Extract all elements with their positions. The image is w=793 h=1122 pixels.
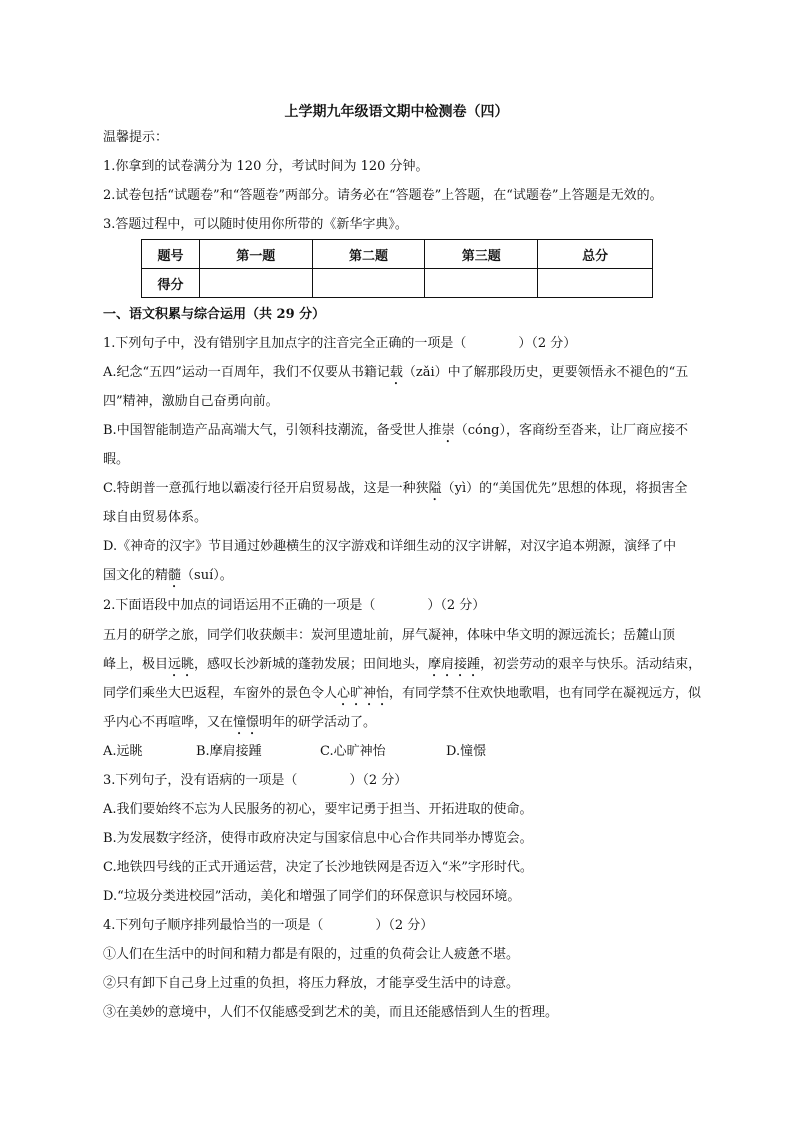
q3-stem: 3.下列句子，没有语病的一项是（ ）（2 分）	[103, 773, 408, 788]
dotted-word: 心旷神怡	[337, 686, 390, 701]
q3-option-c: C.地铁四号线的正式开通运营，决定了长沙地铁网是否迈入“米”字形时代。	[103, 860, 533, 875]
tip-item-1: 1.你拿到的试卷满分为 120 分，考试时间为 120 分钟。	[103, 159, 429, 174]
text: B.中国智能制造产品高端大气，引领科技潮流，备受世人推	[103, 423, 442, 438]
text: ，有同学禁不住欢快地歌唱，也有同学在凝视远方，似	[389, 686, 702, 701]
score-cell[interactable]	[312, 269, 425, 298]
q1-option-d-line2	[103, 567, 233, 591]
q2-stem: 2.下面语段中加点的词语运用不正确的一项是（ ）（2 分）	[103, 598, 486, 613]
score-cell[interactable]	[425, 269, 538, 298]
q2-option: B.摩肩接踵	[196, 744, 262, 759]
tip-item-2: 2.试卷包括“试题卷”和“答题卷”两部分。请务必在“答题卷”上答题，在“试题卷”上答题是无效的。	[103, 188, 663, 203]
q3-option-b: B.为发展数字经济，使得市政府决定与国家信息中心合作共同举办博览会。	[103, 831, 533, 846]
tip-item-3: 3.答题过程中，可以随时使用你所带的《新华字典》。	[103, 217, 408, 232]
tips-heading: 温馨提示：	[103, 130, 169, 145]
dotted-word: 憧憬	[233, 715, 260, 730]
score-cell[interactable]	[199, 269, 312, 298]
text: ，初尝劳动的艰辛与快乐。活动结束，	[480, 657, 702, 672]
q1-stem: 1.下列句子中，没有错别字且加点字的注音完全正确的一项是（ ）（2 分）	[103, 336, 577, 351]
q1-option-c-line2: 球自由贸易体系。	[103, 510, 208, 525]
q1-option-c-line1	[103, 480, 687, 504]
score-cell[interactable]	[538, 269, 653, 298]
score-row-label: 得分	[142, 269, 200, 298]
text: ，感叹长沙新城的蓬勃发展；田间地头，	[194, 657, 429, 672]
score-table	[141, 239, 653, 298]
text: C.特朗普一意孤行地以霸凌行径开启贸易战，这是一种狭	[103, 481, 429, 496]
text: （yì）的“美国优先”思想的体现，将损害全	[441, 481, 688, 496]
q3-option-a: A.我们要始终不忘为人民服务的初心，要牢记勇于担当、开拓进取的使命。	[103, 802, 533, 817]
text: 峰上，极目	[103, 657, 169, 672]
dotted-char: 载	[389, 365, 403, 380]
dotted-char: 隘	[428, 481, 442, 496]
q1-option-a-line1	[103, 364, 688, 388]
score-header-cell: 第二题	[312, 240, 425, 269]
q2-option: D.憧憬	[446, 744, 487, 759]
q2-option: A.远眺	[103, 744, 143, 759]
text: 同学们乘坐大巴返程，车窗外的景色令人	[103, 686, 338, 701]
score-table-score-row	[142, 269, 653, 298]
text: （suí）。	[181, 568, 233, 583]
dotted-word: 远眺	[168, 657, 195, 672]
score-header-cell: 题号	[142, 240, 200, 269]
q4-sentence-2: ②只有卸下自己身上过重的负担，将压力释放，才能享受生活中的诗意。	[103, 976, 520, 991]
q2-option: C.心旷神怡	[320, 744, 386, 759]
text: A.纪念“五四”运动一百周年，我们不仅要从书籍记	[103, 365, 390, 380]
section1-heading: 一、语文积累与综合运用（共 29 分）	[103, 307, 326, 322]
score-header-cell: 第一题	[199, 240, 312, 269]
q2-paragraph-line4	[103, 714, 376, 738]
q1-option-b-line2: 暇。	[103, 452, 130, 467]
q1-option-d-line1: D.《神奇的汉字》节目通过妙趣横生的汉字游戏和详细生动的汉字讲解，对汉字追本朔源，演绎了中	[103, 539, 677, 554]
text: 乎内心不再喧哗，又在	[103, 715, 234, 730]
text: （cóng），客商纷至沓来，让厂商应接不	[454, 423, 689, 438]
q4-sentence-3: ③在美妙的意境中，人们不仅能感受到艺术的美，而且还能感悟到人生的哲理。	[103, 1005, 559, 1020]
q4-stem: 4.下列句子顺序排列最恰当的一项是（ ）（2 分）	[103, 918, 434, 933]
text: （zǎi）中了解那段历史，更要领悟永不褪色的“五	[402, 365, 689, 380]
q2-options	[103, 743, 486, 761]
q2-paragraph-line3	[103, 685, 701, 709]
q2-paragraph-line1: 五月的研学之旅，同学们收获颇丰：炭河里遗址前，屏气凝神，体味中华文明的源远流长；岳麓山顶	[103, 628, 676, 643]
q4-sentence-1: ①人们在生活中的时间和精力都是有限的，过重的负荷会让人疲惫不堪。	[103, 947, 520, 962]
q2-paragraph-line2	[103, 656, 701, 680]
score-table-header-row	[142, 240, 653, 269]
exam-title: 上学期九年级语文期中检测卷（四）	[284, 104, 509, 120]
q3-option-d: D.“垃圾分类进校园”活动，美化和增强了同学们的环保意识与校园环境。	[103, 889, 521, 904]
dotted-char: 崇	[441, 423, 455, 438]
text: 明年的研学活动了。	[259, 715, 377, 730]
dotted-word: 摩肩接踵	[428, 657, 481, 672]
text: 国文化的精	[103, 568, 169, 583]
dotted-char: 髓	[168, 568, 182, 583]
score-header-cell: 第三题	[425, 240, 538, 269]
q1-option-a-line2: 四”精神，激励自己奋勇向前。	[103, 394, 279, 409]
q1-option-b-line1	[103, 422, 688, 446]
score-header-cell: 总分	[538, 240, 653, 269]
